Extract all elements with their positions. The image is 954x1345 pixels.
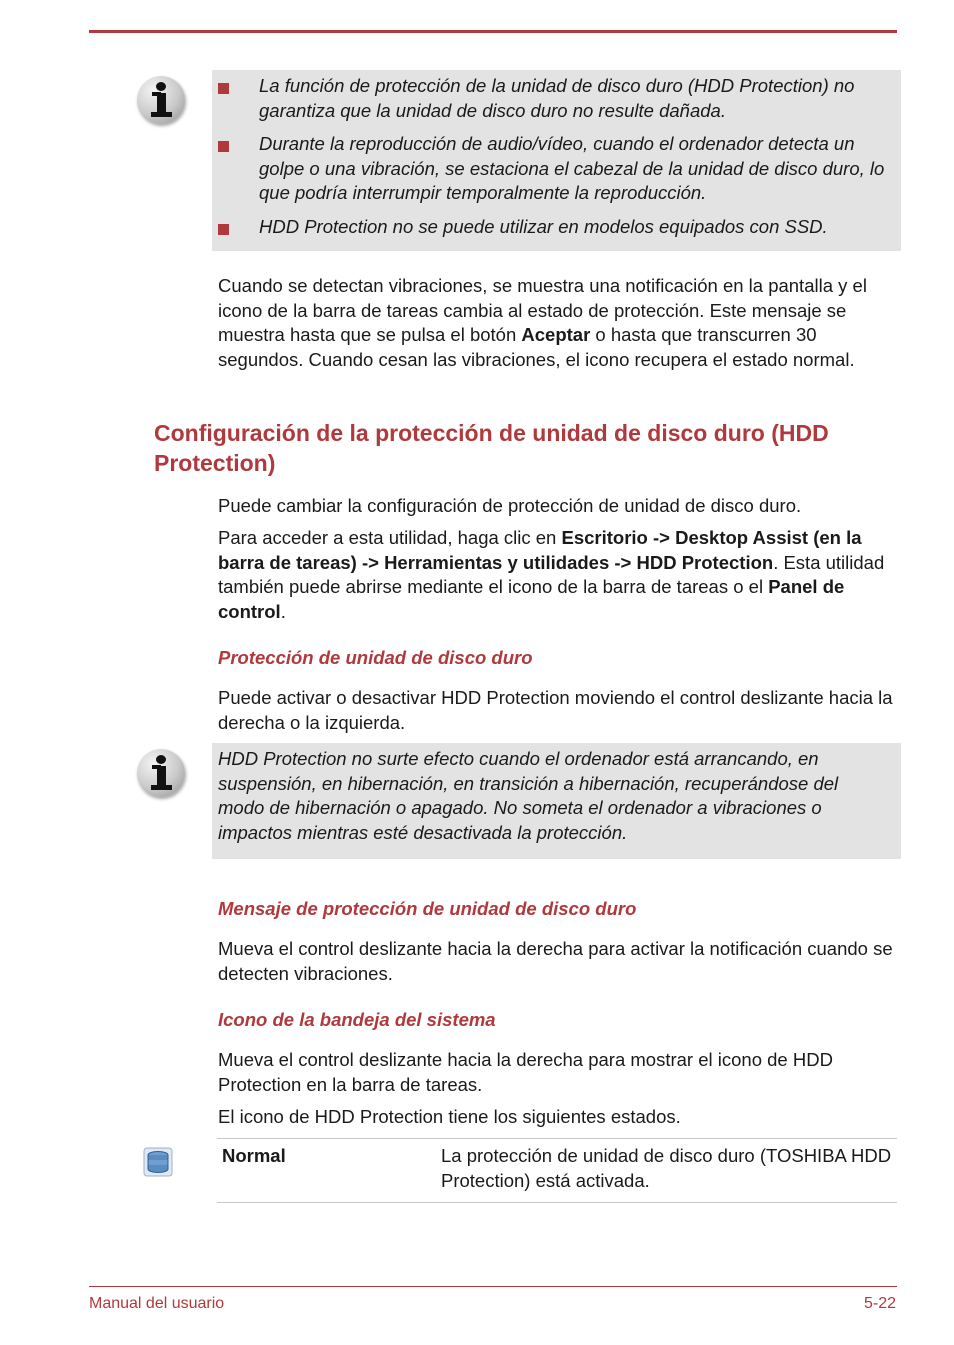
hdd-normal-icon <box>143 1147 173 1177</box>
note-bullet-text: HDD Protection no se puede utilizar en modelos equipados con SSD. <box>259 215 828 237</box>
text-run: Cuando se detectan vibraciones, se muestra una notificación en la pantalla y el icono de la barra de tareas cambia al estado de protección. Este mensaje se muestra hasta que se pulsa el botón <box>218 275 867 345</box>
text-run: . Esta utilidad también puede abrirse mediante el icono de la barra de tareas o el <box>218 551 885 597</box>
bullet-square-icon <box>218 141 229 152</box>
note-bullet-item <box>212 215 891 240</box>
state-name: Normal <box>222 1145 286 1166</box>
subsection-heading: Protección de unidad de disco duro <box>218 647 533 668</box>
note-bullet-list <box>212 70 901 239</box>
bullet-square-icon <box>218 224 229 235</box>
menu-path: Escritorio -> Desktop Assist (en la barra de tareas) -> Herramientas y utilidades -> HDD Protection <box>218 527 862 573</box>
note-text: HDD Protection no surte efecto cuando el ordenador está arrancando, en suspensión, en hibernación, en transición a hibernación, recuperándose del modo de hibernación o apagado. No someta el ordenador a vibraciones o impactos mientras esté desactivada la protección. <box>218 748 839 843</box>
accept-button-name: Aceptar <box>521 324 591 345</box>
subsection-text: Puede activar o desactivar HDD Protection moviendo el control deslizante hacia la derecha o la izquierda. <box>218 687 893 733</box>
info-icon <box>137 749 185 797</box>
access-paragraph <box>218 526 898 624</box>
state-description: La protección de unidad de disco duro (TOSHIBA HDD Protection) está activada. <box>441 1145 892 1191</box>
note-box <box>212 743 901 859</box>
note-bullet-text: Durante la reproducción de audio/vídeo, cuando el ordenador detecta un golpe o una vibración, se estaciona el cabezal de la unidad de disco duro, lo que podría interrumpir temporalmente la reproducción. <box>259 133 885 203</box>
vibration-paragraph <box>218 274 898 372</box>
states-intro: El icono de HDD Protection tiene los siguientes estados. <box>218 1106 681 1127</box>
section-heading: Configuración de la protección de unidad de disco duro (HDD Protection) <box>154 420 829 476</box>
states-table <box>217 1138 897 1203</box>
footer-rule <box>89 1286 897 1287</box>
subsection-heading: Icono de la bandeja del sistema <box>218 1009 496 1030</box>
page-number: 5-22 <box>863 1295 896 1312</box>
footer-title: Manual del usuario <box>89 1295 225 1312</box>
bullet-square-icon <box>218 83 229 94</box>
note-box <box>212 70 901 251</box>
subsection-heading: Mensaje de protección de unidad de disco duro <box>218 898 637 919</box>
control-panel-name: Panel de control <box>218 576 845 622</box>
note-bullet-item <box>212 74 891 123</box>
text-run: . <box>280 600 286 622</box>
info-icon <box>137 76 185 124</box>
subsection-text: Mueva el control deslizante hacia la derecha para activar la notificación cuando se detecten vibraciones. <box>218 938 893 984</box>
note-bullet-item <box>212 132 891 206</box>
text-run: Para acceder a esta utilidad, haga clic en <box>218 527 562 548</box>
header-rule <box>89 30 897 33</box>
subsection-text: Mueva el control deslizante hacia la derecha para mostrar el icono de HDD Protection en la barra de tareas. <box>218 1049 833 1095</box>
text-run: o hasta que transcurren 30 segundos. Cuando cesan las vibraciones, el icono recupera el estado normal. <box>218 324 855 370</box>
table-row <box>217 1139 897 1202</box>
note-bullet-text: La función de protección de la unidad de disco duro (HDD Protection) no garantiza que la unidad de disco duro no resulte dañada. <box>259 75 855 121</box>
section-intro: Puede cambiar la configuración de protección de unidad de disco duro. <box>218 495 802 516</box>
